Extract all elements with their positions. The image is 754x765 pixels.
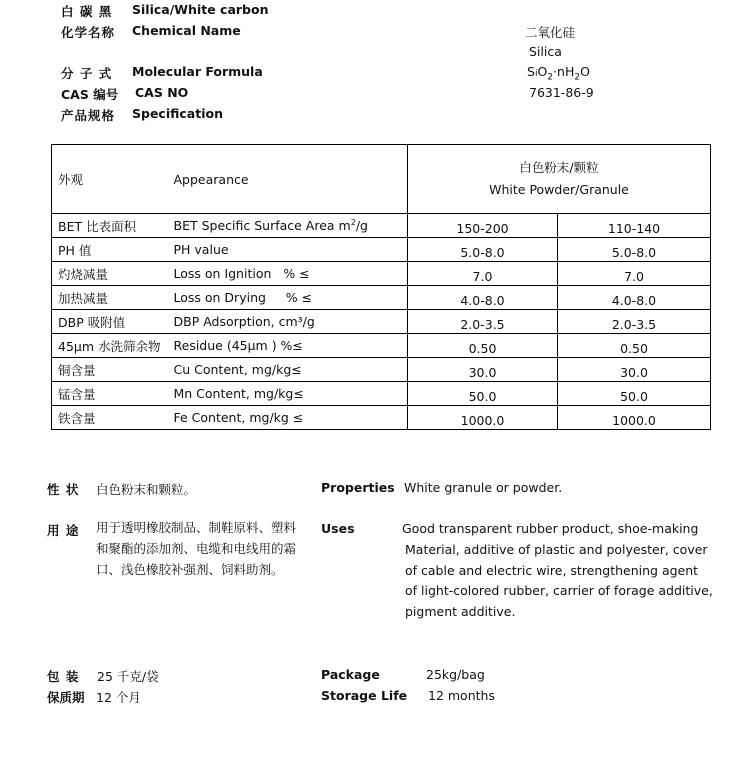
table-row: [52, 406, 711, 430]
label-specification-cn: 产品规格: [61, 108, 116, 123]
table-row: [52, 214, 711, 238]
row-label-cn: PH 值: [52, 238, 168, 262]
table-row: [52, 238, 711, 262]
label-cas-cn: CAS 编号: [61, 87, 119, 102]
row-value-2: 30.0: [558, 358, 711, 382]
uses-cn-line: 用于透明橡胶制品、制鞋原料、塑料: [96, 520, 297, 535]
storage-label-en: Storage Life: [321, 688, 408, 703]
row-label-cn: 铁含量: [52, 406, 168, 430]
package-value-cn: 25 千克/袋: [97, 669, 159, 684]
row-value-1: 1000.0: [408, 406, 558, 430]
uses-en-line: of light-colored rubber, carrier of forage additive,: [405, 583, 713, 599]
package-value-en: 25kg/bag: [426, 667, 485, 682]
row-value-2: 110-140: [558, 214, 711, 238]
appearance-value-en: White Powder/Granule: [489, 182, 629, 197]
label-molecular-formula-en: Molecular Formula: [132, 64, 263, 79]
uses-en-line: pigment additive.: [405, 604, 516, 620]
table-row: [52, 382, 711, 406]
table-row: [52, 310, 711, 334]
row-value-2: 0.50: [558, 334, 711, 358]
storage-value-en: 12 months: [428, 688, 495, 703]
row-label-cn: 加热减量: [52, 286, 168, 310]
row-label-en: PH value: [168, 238, 408, 262]
table-row: [52, 262, 711, 286]
properties-text-en: White granule or powder.: [404, 480, 563, 495]
row-label-cn: BET 比表面积: [52, 214, 168, 238]
row-label-en: DBP Adsorption, cm³/g: [168, 310, 408, 334]
row-label-en: Mn Content, mg/kg≤: [168, 382, 408, 406]
appearance-en: Appearance: [168, 145, 408, 214]
properties-label-cn: 性 状: [47, 482, 80, 497]
row-value-1: 50.0: [408, 382, 558, 406]
row-value-1: 150-200: [408, 214, 558, 238]
row-label-cn: 灼烧减量: [52, 262, 168, 286]
uses-label-en: Uses: [321, 521, 355, 536]
row-label-en: Fe Content, mg/kg ≤: [168, 406, 408, 430]
table-row: [52, 334, 711, 358]
uses-text-en: [402, 519, 713, 623]
uses-en-line: of cable and electric wire, strengthening agent: [405, 562, 699, 578]
uses-text-cn: [96, 518, 296, 580]
table-row: [52, 286, 711, 310]
row-value-2: 50.0: [558, 382, 711, 406]
row-value-2: 1000.0: [558, 406, 711, 430]
table-row: [52, 358, 711, 382]
specification-table: [51, 144, 711, 430]
row-value-1: 7.0: [408, 262, 558, 286]
row-label-en: Cu Content, mg/kg≤: [168, 358, 408, 382]
row-label-cn: 45μm 水洗筛余物: [52, 334, 168, 358]
uses-cn-line: 和聚酯的添加剂、电缆和电线用的霜: [96, 540, 297, 556]
appearance-value: [408, 145, 711, 214]
table-row-appearance: [52, 145, 711, 214]
row-value-2: 5.0-8.0: [558, 238, 711, 262]
label-molecular-formula-cn: 分 子 式: [61, 66, 113, 81]
row-label-en: Loss on Ignition % ≤: [168, 262, 408, 286]
row-value-2: 7.0: [558, 262, 711, 286]
package-label-cn: 包 装: [47, 669, 80, 684]
storage-value-cn: 12 个月: [96, 690, 141, 705]
package-label-en: Package: [321, 667, 380, 682]
row-label-cn: DBP 吸附值: [52, 310, 168, 334]
label-cas-en: CAS NO: [135, 85, 189, 100]
uses-cn-line: 口、浅色橡胶补强剂、饲料助剂。: [96, 561, 284, 577]
label-chemical-name-en: Chemical Name: [132, 23, 241, 38]
row-label-en: Residue (45μm ) %≤: [168, 334, 408, 358]
label-chemical-name-cn: 化学名称: [61, 25, 116, 40]
properties-text-cn: 白色粉末和颗粒。: [96, 482, 197, 497]
molecular-formula-value: $SiO_2\cdot nH_2O$: [527, 64, 590, 83]
chemical-name-en-value: Silica: [529, 44, 562, 59]
row-value-2: 2.0-3.5: [558, 310, 711, 334]
uses-label-cn: 用 途: [47, 523, 80, 538]
uses-en-line: Good transparent rubber product, shoe-making: [402, 521, 699, 536]
cas-number-value: 7631-86-9: [529, 85, 594, 100]
row-value-1: 4.0-8.0: [408, 286, 558, 310]
row-label-cn: 铜含量: [52, 358, 168, 382]
uses-en-line: Material, additive of plastic and polyester, cover: [405, 541, 708, 557]
appearance-cn: 外观: [52, 145, 168, 214]
label-specification-en: Specification: [132, 106, 223, 121]
appearance-value-cn: 白色粉末/颗粒: [519, 160, 599, 175]
row-value-1: 5.0-8.0: [408, 238, 558, 262]
row-value-2: 4.0-8.0: [558, 286, 711, 310]
row-value-1: 2.0-3.5: [408, 310, 558, 334]
row-label-cn: 锰含量: [52, 382, 168, 406]
storage-label-cn: 保质期: [47, 690, 85, 705]
properties-label-en: Properties: [321, 480, 395, 495]
row-label-en: BET Specific Surface Area $m^2/g$: [168, 214, 408, 238]
row-value-1: 0.50: [408, 334, 558, 358]
row-label-en: Loss on Drying % ≤: [168, 286, 408, 310]
label-product-cn: 白 碳 黑: [61, 4, 113, 19]
chemical-name-cn-value: 二氧化硅: [525, 25, 576, 40]
row-value-1: 30.0: [408, 358, 558, 382]
label-product-en: Silica/White carbon: [132, 2, 269, 17]
